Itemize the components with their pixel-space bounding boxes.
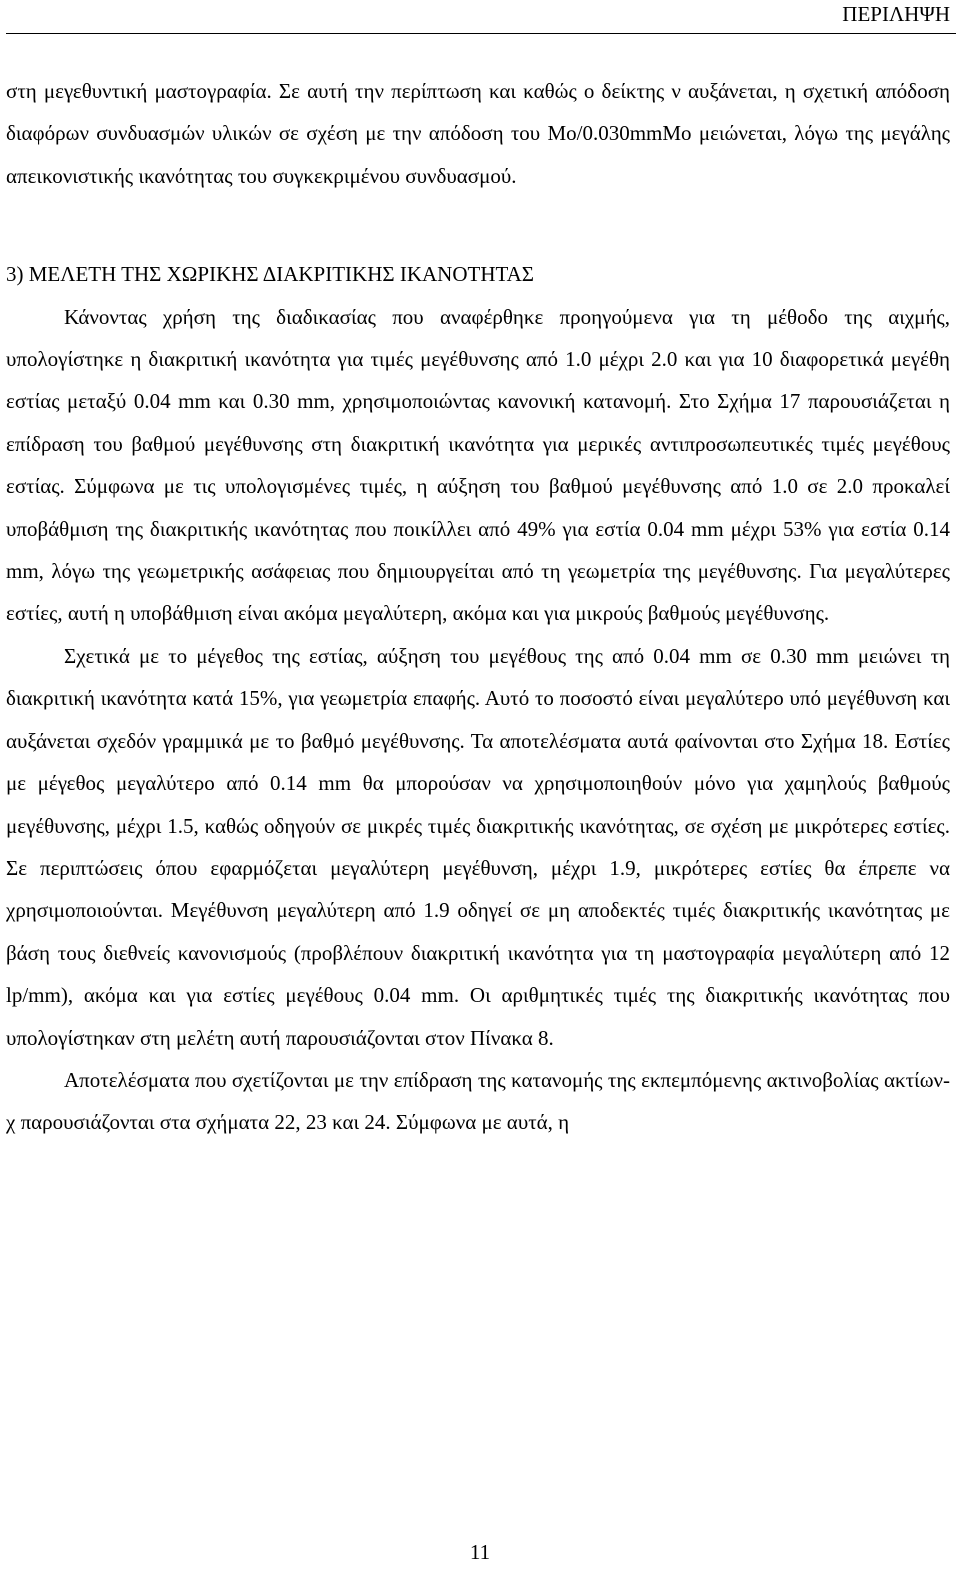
section-heading: 3) ΜΕΛΕΤΗ ΤΗΣ ΧΩΡΙΚΗΣ ΔΙΑΚΡΙΤΙΚΗΣ ΙΚΑΝΟΤΗΤΑΣ (6, 262, 535, 287)
paragraph: Σχετικά με το μέγεθος της εστίας, αύξηση του μεγέθους της από 0.04 mm σε 0.30 mm μειώνει τη διακριτική ικανότητα κατά 15%, για γεωμετρία επαφής. Αυτό το ποσοστό είναι μεγαλύτερο υπό μεγέθυνση και αυξάνεται σχεδόν γραμμικά με το βαθμό μεγέθυνσης. Τα αποτελέσματα αυτά φαίνονται στο Σχήμα 18. Εστίες με μέγεθος μεγαλύτερο από 0.14 mm θα μπορούσαν να χρησιμοποιηθούν μόνο για χαμηλούς βαθμούς μεγέθυνσης, μέχρι 1.5, καθώς οδηγούν σε μικρές τιμές διακριτικής ικανότητας, σε σχέση με μικρότερες εστίες. Σε περιπτώσεις όπου εφαρμόζεται μεγαλύτερη μεγέθυνση, μέχρι 1.9, μικρότερες εστίες θα έπρεπε να χρησιμοποιούνται. Μεγέθυνση μεγαλύτερη από 1.9 οδηγεί σε μη αποδεκτές τιμές διακριτικής ικανότητας με βάση τους διεθνείς κανονισμούς (προβλέπουν διακριτική ικανότητα για τη μαστογραφία μεγαλύτερη από 12 lp/mm), ακόμα και για εστίες μεγέθους 0.04 mm. Οι αριθμητικές τιμές της διακριτικής ικανότητας που υπολογίστηκαν στη μελέτη αυτή παρουσιάζονται στον Πίνακα 8. (6, 643, 950, 1050)
paragraph: Αποτελέσματα που σχετίζονται με την επίδραση της κατανομής της εκπεμπόμενης ακτινοβολίας ακτίων-χ παρουσιάζονται στα σχήματα 22, 23 και 24. Σύμφωνα με αυτά, η (6, 1067, 950, 1135)
page-number: 11 (469, 1540, 491, 1564)
running-header: ΠΕΡΙΛΗΨΗ (842, 2, 950, 26)
header-rule (6, 33, 956, 34)
body-text (6, 70, 950, 1144)
paragraph: Κάνοντας χρήση της διαδικασίας που αναφέρθηκε προηγούμενα για τη μέθοδο της αιχμής, υπολογίστηκε η διακριτική ικανότητα για τιμές μεγέθυνσης από 1.0 μέχρι 2.0 και για 10 διαφορετικά μεγέθη εστίας μεταξύ 0.04 mm και 0.30 mm, χρησιμοποιώντας κανονική κατανομή. Στο Σχήμα 17 παρουσιάζεται η επίδραση του βαθμού μεγέθυνσης στη διακριτική ικανότητα για μερικές αντιπροσωπευτικές τιμές μεγέθους εστίας. Σύμφωνα με τις υπολογισμένες τιμές, η αύξηση του βαθμού μεγέθυνσης από 1.0 σε 2.0 προκαλεί υποβάθμιση της διακριτικής ικανότητας που ποικίλλει από 49% για εστία 0.04 mm μέχρι 53% για εστία 0.14 mm, λόγω της γεωμετρικής ασάφειας που δημιουργείται από τη γεωμετρία της μεγέθυνσης. Για μεγαλύτερες εστίες, αυτή η υποβάθμιση είναι ακόμα μεγαλύτερη, ακόμα και για μικρούς βαθμούς μεγέθυνσης. (6, 304, 950, 626)
paragraph-continuation: στη μεγεθυντική μαστογραφία. Σε αυτή την περίπτωση και καθώς ο δείκτης ν αυξάνεται, η σχετική απόδοση διαφόρων συνδυασμών υλικών σε σχέση με την απόδοση του Mo/0.030mmMo μειώνεται, λόγω της μεγάλης απεικονιστικής ικανότητας του συγκεκριμένου συνδυασμού. (6, 79, 950, 188)
